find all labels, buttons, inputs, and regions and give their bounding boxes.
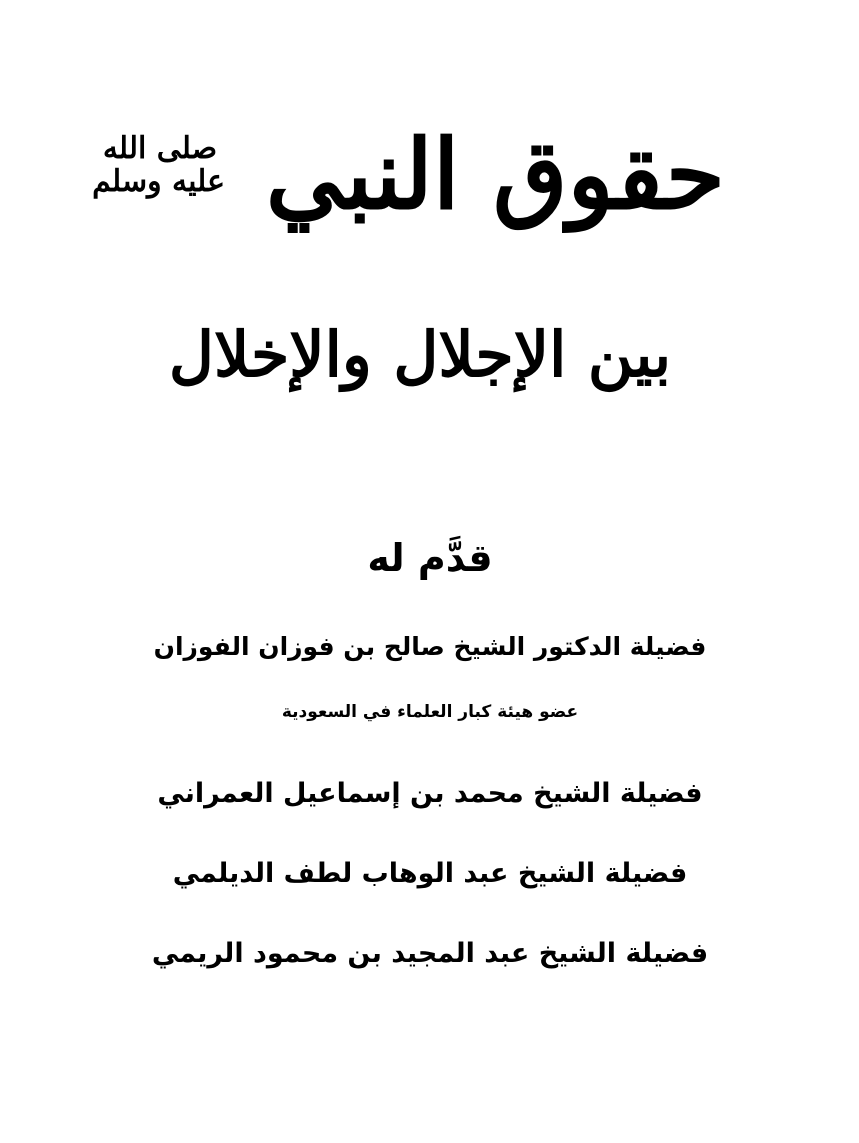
presenter-4-name: فضيلة الشيخ عبد المجيد بن محمود الريمي [151,938,709,969]
honorific-calligraphy [92,131,225,199]
book-subtitle: بين الإجلال والإخلال [168,318,672,391]
introduced-by-label: قدَّم له [367,536,493,580]
honorific-line-2: عليه وسلم [92,164,225,199]
book-title: حقوق النبي [265,118,725,231]
presenter-1-position: عضو هيئة كبار العلماء في السعودية [281,702,579,722]
title-block [92,112,735,282]
presenter-2-name: فضيلة الشيخ محمد بن إسماعيل العمراني [157,778,703,809]
presenter-1-name: فضيلة الدكتور الشيخ صالح بن فوزان الفوزان [153,632,707,661]
presenter-3-name: فضيلة الشيخ عبد الوهاب لطف الديلمي [172,858,688,889]
honorific-line-1: صلى الله [102,131,218,166]
